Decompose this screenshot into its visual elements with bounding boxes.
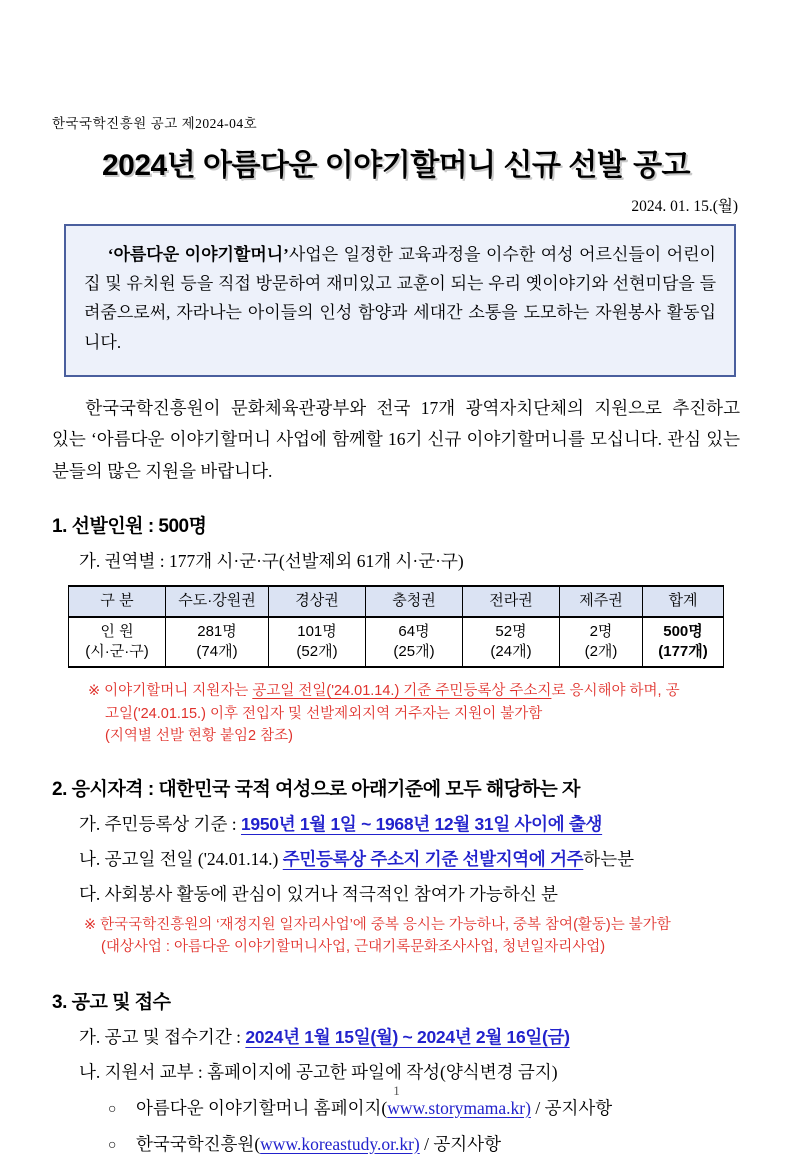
cell-total <box>643 617 724 668</box>
intro-box <box>64 224 736 377</box>
col-header-sudo-gangwon: 수도·강원권 <box>166 586 269 616</box>
birth-range-emphasis: 1950년 1월 1일 ~ 1968년 12월 31일 사이에 출생 <box>240 813 603 834</box>
page-title: 2024년 아름다운 이야기할머니 신규 선발 공고 <box>101 149 691 182</box>
cell-subvalue: (24개) <box>490 642 532 660</box>
section1-heading: 1. 선발인원 : 500명 <box>52 516 207 538</box>
section3-item-ga <box>52 1024 740 1049</box>
cell-jeju <box>560 617 643 668</box>
col-header-chungcheong: 충청권 <box>366 586 463 616</box>
cell-jeolla <box>463 617 560 668</box>
section2-item-na <box>52 846 740 871</box>
note-text: 로 응시해야 하며, 공 <box>551 683 680 700</box>
cell-subvalue: (74개) <box>196 642 238 660</box>
col-header-total: 합계 <box>643 586 724 616</box>
residence-emphasis: 주민등록상 주소지 기준 선발지역에 거주 <box>282 848 584 869</box>
selection-quota-table <box>68 585 724 668</box>
col-header-jeju: 제주권 <box>560 586 643 616</box>
cell-value: 281명 <box>197 622 237 640</box>
cell-sudo-gangwon <box>166 617 269 668</box>
cell-value: 64명 <box>398 622 430 640</box>
doc-number: 한국국학진흥원 공고 제2024-04호 <box>52 116 258 131</box>
item-suffix: 하는분 <box>583 848 635 869</box>
cell-value: 52명 <box>495 622 527 640</box>
cell-subvalue: (25개) <box>393 642 435 660</box>
cell-subvalue: (2개) <box>584 642 618 660</box>
cell-chungcheong <box>366 617 463 668</box>
circle-bullet-icon: ○ <box>108 1101 117 1117</box>
page-number: 1 <box>393 1083 400 1098</box>
cell-subvalue: (177개) <box>658 642 708 660</box>
bullet-suffix: / 공지사항 <box>419 1133 501 1154</box>
row-label-line2: (시·군·구) <box>85 642 149 660</box>
table-header-row <box>69 586 724 616</box>
section2-item-da: 다. 사회봉사 활동에 관심이 있거나 적극적인 참여가 가능하신 분 <box>79 883 558 904</box>
section3-item-na: 나. 지원서 교부 : 홈페이지에 공고한 파일에 작성(양식변경 금지) <box>79 1061 558 1082</box>
note-text: ※ 이야기할머니 지원자는 <box>88 683 253 700</box>
cell-value: 101명 <box>297 622 337 640</box>
item-label: 가. 공고 및 접수기간 : <box>79 1026 246 1047</box>
section3-heading: 3. 공고 및 접수 <box>52 991 171 1013</box>
doc-date: 2024. 01. 15.(월) <box>631 198 738 215</box>
note-line1: ※ 한국국학진흥원의 ‘재정지원 일자리사업’에 중복 응시는 가능하나, 중복 참여(활동)는 불가함 <box>84 916 671 933</box>
koreastudy-link[interactable]: www.koreastudy.or.kr) <box>260 1133 420 1154</box>
note-line3: (지역별 선발 현황 붙임2 참조) <box>105 728 293 745</box>
cell-value: 2명 <box>589 622 613 640</box>
item-label: 가. 주민등록상 기준 : <box>79 813 241 834</box>
note-line1 <box>88 680 738 702</box>
homepage-bullet-koreastudy <box>52 1131 740 1156</box>
section1-note <box>88 680 738 747</box>
bullet-text: 한국국학진흥원( <box>136 1133 261 1154</box>
section2-item-ga <box>52 811 740 836</box>
col-header-jeolla: 전라권 <box>463 586 560 616</box>
section2-heading: 2. 응시자격 : 대한민국 국적 여성으로 아래기준에 모두 해당하는 자 <box>52 778 580 800</box>
note-underlined-text: 공고일 전일('24.01.14.) 기준 주민등록상 주소지 <box>252 683 552 700</box>
row-label-cell <box>69 617 166 668</box>
circle-bullet-icon: ○ <box>108 1137 117 1153</box>
col-header-category: 구 분 <box>69 586 166 616</box>
bullet-suffix: / 공지사항 <box>530 1097 613 1118</box>
storymama-link[interactable]: www.storymama.kr) <box>387 1097 531 1118</box>
bullet-text: 아름다운 이야기할머니 홈페이지( <box>136 1097 388 1118</box>
cell-subvalue: (52개) <box>296 642 338 660</box>
lead-paragraph: 한국국학진흥원이 문화체육관광부와 전국 17개 광역자치단체의 지원으로 추진하고 있는 ‘아름다운 이야기할머니 사업에 함께할 16기 신규 이야기할머니를 모십니다. 관심 있는 분들의 많은 지원을 바랍니다. <box>52 397 740 481</box>
item-label: 나. 공고일 전일 ('24.01.14.) <box>79 848 283 869</box>
section1-sub-item: 가. 권역별 : 177개 시·군·구(선발제외 61개 시·군·구) <box>79 551 464 572</box>
row-label-line1: 인 원 <box>100 622 134 640</box>
cell-gyeongsang <box>269 617 366 668</box>
application-period-emphasis: 2024년 1월 15일(월) ~ 2024년 2월 16일(금) <box>245 1026 570 1047</box>
note-line2: (대상사업 : 아름다운 이야기할머니사업, 근대기록문화조사사업, 청년일자리사업) <box>101 939 606 956</box>
intro-highlight: ‘아름다운 이야기할머니’ <box>107 245 289 264</box>
note-line2: 고일('24.01.15.) 이후 전입자 및 선발제외지역 거주자는 지원이 불가함 <box>105 705 543 722</box>
cell-value: 500명 <box>663 622 703 640</box>
table-data-row <box>69 617 724 668</box>
section2-note <box>84 914 734 959</box>
intro-text: 사업은 일정한 교육과정을 이수한 여성 어르신들이 어린이집 및 유치원 등을 직접 방문하여 재미있고 교훈이 되는 우리 옛이야기와 선현미담을 들려줌으로써, 자라나는 아이들의 인성 함양과 세대간 소통을 도모하는 자원봉사 활동입니다. <box>84 245 716 352</box>
col-header-gyeongsang: 경상권 <box>269 586 366 616</box>
